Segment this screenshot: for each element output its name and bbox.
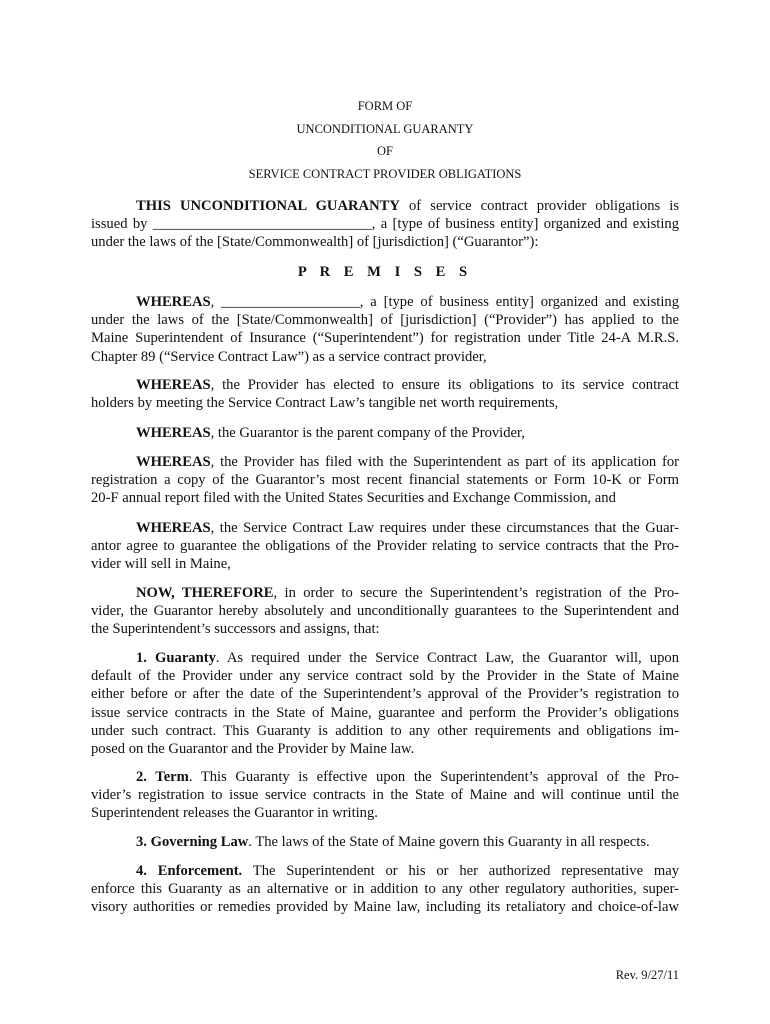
whereas-5 [91, 519, 679, 583]
clause-4-line-1: The Superintendent or his or her authorized representative may [242, 863, 679, 879]
clause-1-guaranty [91, 649, 679, 767]
whereas-5-line-2: antor agree to guarantee the obligations of the Provider relating to service contracts that the Pro- [91, 538, 679, 555]
clause-2-line-2: vider’s registration to issue service contracts in the State of Maine and will continue until the [91, 787, 679, 804]
whereas-1 [91, 293, 679, 375]
clause-2-line-1: . This Guaranty is effective upon the Superintendent’s approval of the Pro- [188, 769, 680, 785]
intro-lead: THIS UNCONDITIONAL GUARANTY [136, 198, 400, 214]
clause-4-line-2: enforce this Guaranty as an alternative or in addition to any other regulatory authorities, super- [91, 881, 679, 898]
clause-4-heading: 4. Enforcement. [136, 863, 243, 879]
now-therefore-line-2: vider, the Guarantor hereby absolutely and unconditionally guarantees to the Superintendent and [91, 603, 679, 620]
title-line-3: OF [377, 144, 393, 159]
clause-1-line-2: default of the Provider under any service contract sold by the Provider in the State of Maine [91, 668, 679, 685]
now-therefore-lead: NOW, THEREFORE [136, 585, 274, 601]
whereas-5-line-3: vider will sell in Maine, [91, 556, 231, 573]
clause-4-enforcement [91, 862, 679, 926]
whereas-3-line-1: , the Guarantor is the parent company of the Provider, [210, 425, 525, 441]
title-line-4: SERVICE CONTRACT PROVIDER OBLIGATIONS [248, 166, 522, 181]
whereas-3 [91, 424, 679, 451]
intro-paragraph [91, 197, 679, 261]
whereas-2-line-2: holders by meeting the Service Contract Law’s tangible net worth requirements, [91, 395, 559, 412]
clause-1-line-4: issue service contracts in the State of Maine, guarantee and perform the Provider’s obligations [91, 704, 679, 721]
clause-2-term [91, 768, 679, 832]
whereas-1-line-3: Maine Superintendent of Insurance (“Superintendent”) for registration under Title 24-A M.R.S. [91, 330, 679, 347]
whereas-2-line-1: , the Provider has elected to ensure its obligations to its service contract [210, 377, 679, 393]
intro-line-1: of service contract provider obligations is [399, 198, 679, 214]
title-line-1: FORM OF [357, 99, 413, 113]
intro-line-3: under the laws of the [State/Commonwealth] of [jurisdiction] (“Guarantor”): [91, 234, 539, 251]
clause-1-line-5: under such contract. This Guaranty is addition to any other requirements and obligations im- [91, 722, 679, 739]
whereas-1-line-2: under the laws of the [State/Commonwealth] of [jurisdiction] (“Provider”) has applied to the [91, 312, 679, 329]
now-therefore-line-1: , in order to secure the Superintendent’s registration of the Pro- [273, 585, 679, 601]
whereas-4-line-1: , the Provider has filed with the Superintendent as part of its application for [210, 454, 679, 470]
clause-4-line-3: visory authorities or remedies provided by Maine law, including its retaliatory and choice-of-law [91, 899, 679, 916]
revision-date: Rev. 9/27/11 [615, 968, 679, 982]
clause-2-line-3: Superintendent releases the Guarantor in writing. [91, 805, 378, 822]
clause-2-heading: 2. Term [136, 769, 189, 785]
now-therefore-paragraph [91, 584, 679, 648]
whereas-1-line-4: Chapter 89 (“Service Contract Law”) as a service contract provider, [91, 348, 487, 365]
intro-line-2: issued by ______________________________, a [type of business entity] organized and existing [91, 216, 679, 233]
whereas-4-line-2: registration a copy of the Guarantor’s most recent financial statements or Form 10-K or Form [91, 472, 679, 489]
whereas-5-lead: WHEREAS [136, 520, 211, 536]
clause-3-heading: 3. Governing Law [136, 834, 249, 850]
whereas-4-line-3: 20-F annual report filed with the United States Securities and Exchange Commission, and [91, 490, 616, 507]
document-title [0, 95, 770, 185]
whereas-4 [91, 453, 679, 517]
now-therefore-line-3: the Superintendent’s successors and assigns, that: [91, 621, 380, 638]
premises-heading: P R E M I S E S [297, 264, 473, 280]
clause-3-governing-law [91, 833, 679, 860]
clause-1-line-6: posed on the Guarantor and the Provider by Maine law. [91, 741, 415, 758]
clause-1-line-3: either before or after the date of the Superintendent’s approval of the Provider’s registration to [91, 686, 679, 703]
whereas-2 [91, 376, 679, 421]
whereas-1-line-1: , ___________________, a [type of business entity] organized and existing [210, 294, 679, 310]
whereas-4-lead: WHEREAS [136, 454, 211, 470]
whereas-2-lead: WHEREAS [136, 377, 211, 393]
clause-1-heading: 1. Guaranty [136, 650, 216, 666]
whereas-1-lead: WHEREAS [136, 294, 211, 310]
title-line-2: UNCONDITIONAL GUARANTY [296, 121, 474, 136]
clause-3-line-1: . The laws of the State of Maine govern this Guaranty in all respects. [248, 834, 650, 850]
whereas-3-lead: WHEREAS [136, 425, 211, 441]
whereas-5-line-1: , the Service Contract Law requires under these circumstances that the Guar- [210, 520, 679, 536]
clause-1-line-1: . As required under the Service Contract Law, the Guarantor will, upon [215, 650, 679, 666]
